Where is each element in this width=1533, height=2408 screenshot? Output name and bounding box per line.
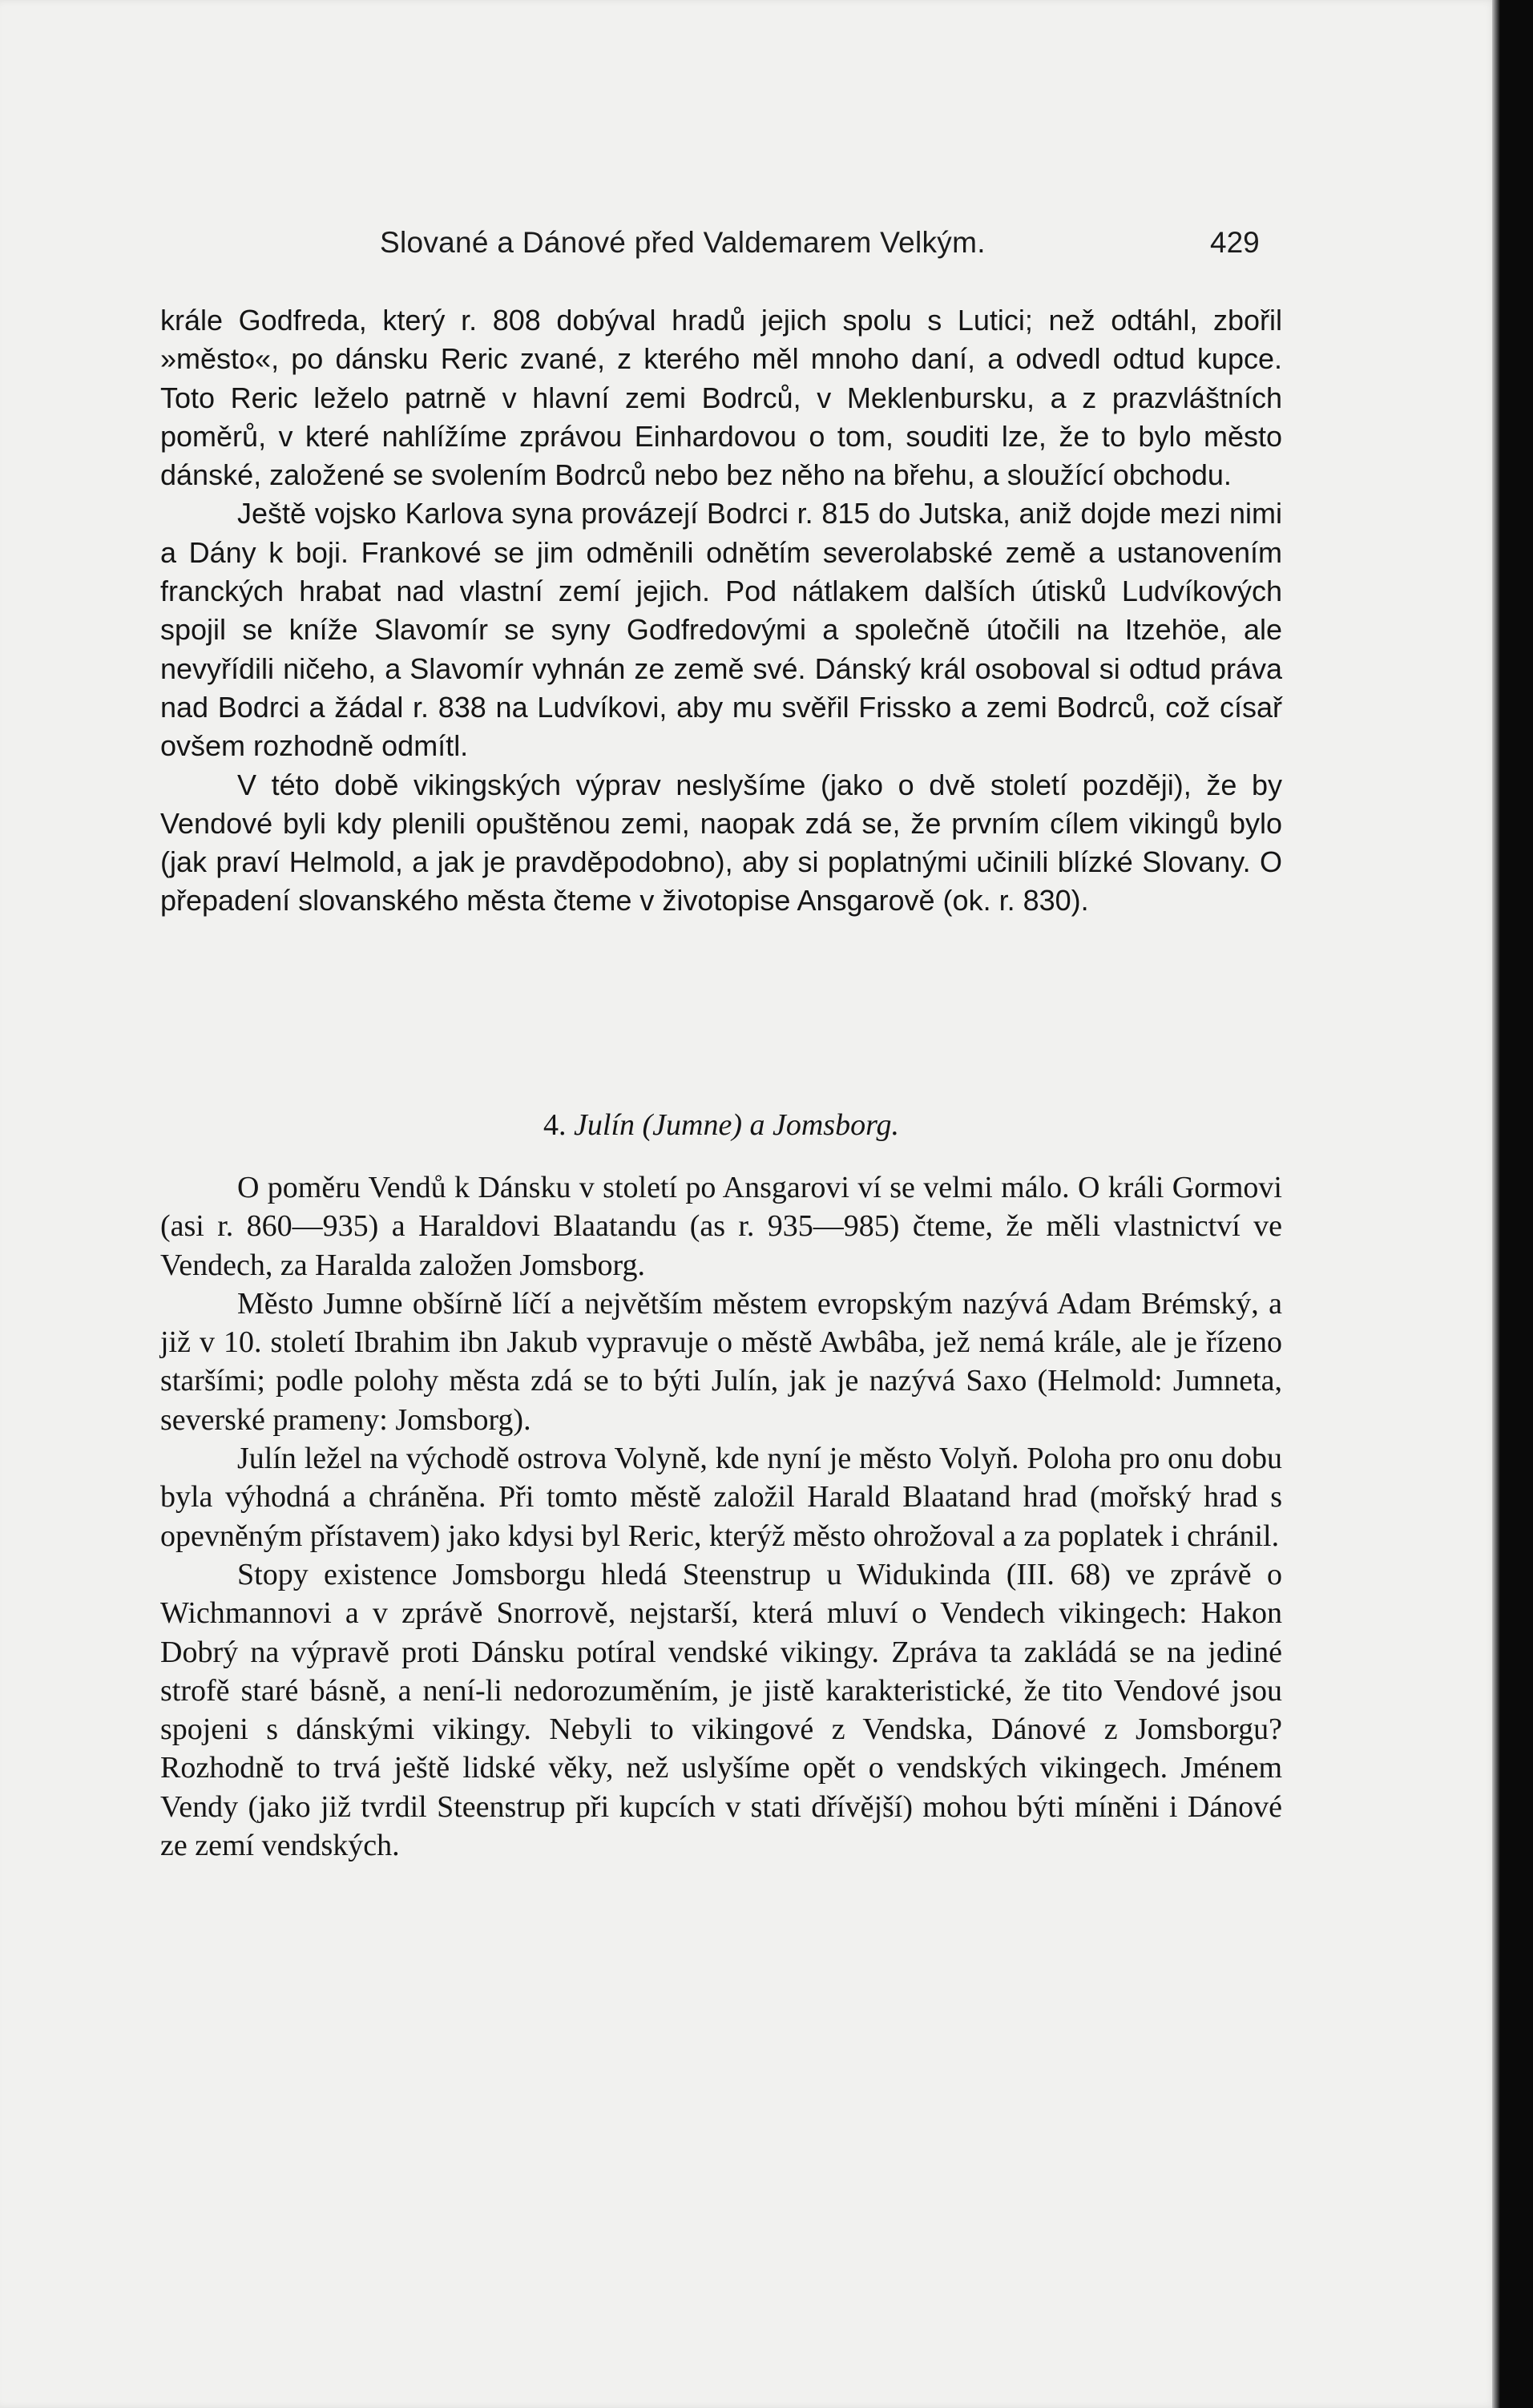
running-head	[160, 218, 1282, 276]
paragraph: Stopy existence Jomsborgu hledá Steenstrup u Widukinda (III. 68) ve zprávě o Wichmannovi a v zprávě Snorrově, nejstarší, která mluví o Vendech vikingech: Hakon Dobrý na výpravě proti Dánsku potíral vendské vikingy. Zpráva ta zakládá se na jediné strofě staré básně, a není-li nedorozuměním, je jistě karakteristické, že tito Vendové jsou spojeni s dánskými vikingy. Nebyli to vikingové z Vendska, Dánové z Jomsborgu? Rozhodně to trvá ještě lidské věky, než uslyšíme opět o vendských vikingech. Jménem Vendy (jako již tvrdil Steenstrup při kupcích v stati dřívější) mohou býti míněni i Dánové ze zemí vendských.	[160, 1557, 1282, 1863]
section-1-body	[160, 301, 1282, 921]
page-number: 429	[1210, 226, 1260, 259]
paragraph: Ještě vojsko Karlova syna provázejí Bodrci r. 815 do Jutska, aniž dojde mezi nimi a Dány k boji. Frankové se jim odměnili odnětím severolabské země a ustanovením franckých hrabat nad vlastní zemí jejich. Pod nátlakem dalších útisků Ludvíkových spojil se kníže Slavomír se syny Godfredovými a společně útočili na Itzehöe, ale nevyřídili ničeho, a Slavomír vyhnán ze země své. Dánský král osoboval si odtud práva nad Bodrci a žádal r. 838 na Ludvíkovi, aby mu svěřil Frissko a zemi Bodrců, což císař ovšem rozhodně odmítl.	[160, 497, 1282, 763]
paragraph: V této době vikingských výprav neslyšíme (jako o dvě století později), že by Vendové byli kdy plenili opuštěnou zemi, naopak zdá se, že prvním cílem vikingů bylo (jak praví Helmold, a jak je pravděpodobno), aby si poplatnými učinili blízké Slovany. O přepadení slovanského města čteme v životopise Ansgarově (ok. r. 830).	[160, 768, 1282, 918]
section-number: 4.	[543, 1108, 567, 1142]
section-title: Julín (Jumne) a Jomsborg.	[574, 1108, 899, 1142]
paragraph: Julín ležel na východě ostrova Volyně, kde nyní je město Volyň. Poloha pro onu dobu byla výhodná a chráněna. Při tomto městě založil Harald Blaatand hrad (mořský hrad s opevněným přístavem) jako kdysi byl Reric, kterýž město ohrožoval a za poplatek i chránil.	[160, 1442, 1282, 1553]
paragraph: Město Jumne obšírně líčí a největším městem evropským nazývá Adam Brémský, a již v 10. století Ibrahim ibn Jakub vypravuje o městě Awbâba, jež nemá krále, ale je řízeno staršími; podle polohy města zdá se to býti Julín, jak je nazývá Saxo (Helmold: Jumneta, severské prameny: Jomsborg).	[160, 1286, 1282, 1437]
paragraph: krále Godfreda, který r. 808 dobýval hradů jejich spolu s Lutici; než odtáhl, zbořil »město«, po dánsku Reric zvané, z kterého měl mnoho daní, a odvedl odtud kupce. Toto Reric leželo patrně v hlavní zemi Bodrců, v Meklenbursku, a z prazvláštních poměrů, v které nahlížíme zprávou Einhardovou o tom, souditi lze, že to bylo město dánské, založené se svolením Bodrců nebo bez něho na břehu, a sloužící obchodu.	[160, 304, 1282, 492]
paragraph: O poměru Vendů k Dánsku v století po Ansgarovi ví se velmi málo. O králi Gormovi (asi r. 860—935) a Haraldovi Blaatandu (as r. 935—985) čteme, že měli vlastnictví ve Vendech, za Haralda založen Jomsborg.	[160, 1171, 1282, 1282]
section-2-body	[160, 1168, 1282, 1865]
page-edge-shadow	[1492, 0, 1500, 2408]
section-heading	[160, 1107, 1282, 1143]
running-title: Slované a Dánové před Valdemarem Velkým.	[380, 226, 986, 259]
